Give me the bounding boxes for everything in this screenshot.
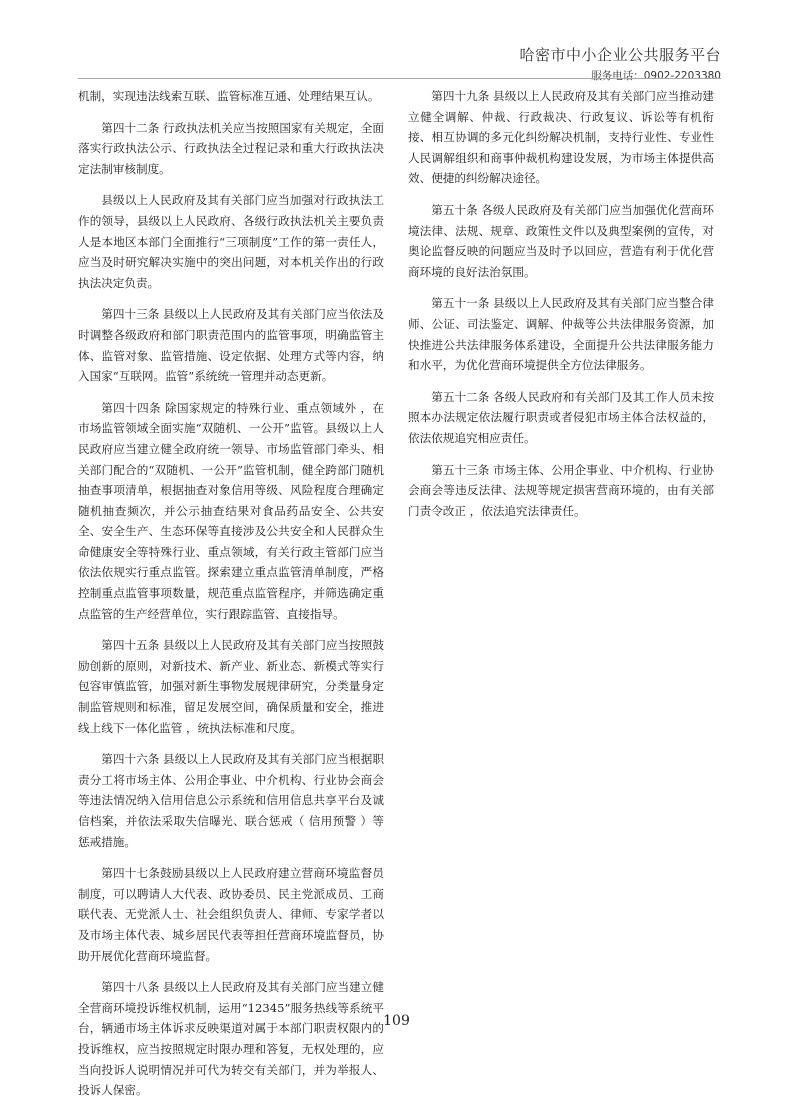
paragraph: 第四十三条 县级以上人民政府及其有关部门应当依法及时调整各级政府和部门职责范围内的监管事项，明确监管主体、监管对象、监管措施、设定依据、处理方式等内容，纳入国家“互联网。监管”系统统一管理并动态更新。: [78, 307, 384, 384]
paragraph: 第四十八条 县级以上人民政府及其有关部门应当建立健全营商环境投诉维权机制，运用“12345”服务热线等系统平台，辆通市场主体诉求反映渠道对属于本部门职责权限内的投诉维权，应当按照规定时限办理和答复，无权处理的，应当向投诉人说明情况并可代为转交有关部门，并为举报人、投诉人保密。: [78, 980, 384, 1098]
page-number: 109: [383, 1013, 410, 1029]
paragraph: 第五十条 各级人民政府及有关部门应当加强优化营商环境法律、法规、规章、政策性文件以及典型案例的宣传，对奥论监督反映的问题应当及时予以回应，营造有利于优化营商环境的良好法治氛围。: [408, 202, 714, 279]
service-phone: 服务电话：0902-2203380: [591, 70, 721, 82]
header-divider: [78, 78, 721, 79]
paragraph: 第四十六条 县级以上人民政府及其有关部门应当根据职责分工将市场主体、公用企事业、中介机构、行业协会商会等违法情况纳入信用信息公示系统和信用信息共享平台及诚信档案，并依法采取失信曝光、联合惩戒（ 信用预警 ）等惩戒措施。: [78, 752, 384, 849]
paragraph: 第五十一条 县级以上人民政府及其有关部门应当整合律师、公证、司法鉴定、调解、仲裁等公共法律服务资源，加快推进公共法律服务体系建设，全面提升公共法律服务能力和水平，为优化营商环境提供全方位法律服务。: [408, 296, 714, 373]
paragraph: 第四十四条 除国家规定的特殊行业、重点领域外 ，在市场监管领域全面实施“双随机、一公开”监管。县级以上人民政府应当建立健全政府统一领导、市场监管部门牵头、相关部门配合的“双随机、一公开”监管机制，健全跨部门随机抽查事项清单，根据抽查对象信用等级、风险程度合理确定随机抽查频次，并公示抽查结果对食品药品安全、公共安全、安全生产、生态环保等直接涉及公共安全和人民群众生命健康安全等特殊行业、重点领域，有关行政主管部门应当依法依规实行重点监管。探索建立重点监管清单制度，严格控制重点监管事项数量，规范重点监管程序，并筛选确定重点监管的生产经营单位，实行跟踪监管、直接指导。: [78, 400, 384, 621]
left-column: [78, 86, 384, 1112]
paragraph: 第四十七条鼓励县级以上人民政府建立营商环境监督员制度，可以聘请人大代表、政协委员、民主党派成员、工商联代表、无党派人士、社会组织负责人、律师、专家学者以及市场主体代表、城乡居民代表等担任营商环境监督员，协助开展优化营商环境监督。: [78, 866, 384, 963]
paragraph: 机制，实现违法线索互联、监管标准互通、处理结果互认。: [78, 89, 380, 103]
paragraph: 第五十二条 各级人民政府和有关部门及其工作人员未按照本办法规定依法履行职责或者侵犯市场主体合法权益的，依法依规追究相应责任。: [408, 389, 714, 445]
paragraph: 县级以上人民政府及其有关部门应当加强对行政执法工作的领导，县级以上人民政府、各级行政执法机关主要负责人是本地区本部门全面推行“三项制度”工作的第一责任人，应当及时研究解决实施中的突出问题，对本机关作出的行政执法决定负责。: [78, 193, 384, 290]
right-column: [408, 86, 714, 532]
paragraph: 第四十九条 县级以上人民政府及其有关部门应当推动建立健全调解、仲裁、行政裁决、行政复议、诉讼等有机衔接、相互协调的多元化纠纷解决机制，支持行业性、专业性人民调解组织和商事仲裁机构建设发展，为市场主体提供高效、便捷的纠纷解决途径。: [408, 89, 714, 186]
paragraph: 第四十二条 行政执法机关应当按照国家有关规定，全面落实行政执法公示、行政执法全过程记录和重大行政执法决定法制审核制度。: [78, 120, 384, 176]
paragraph: 第四十五条 县级以上人民政府及其有关部门应当按照鼓励创新的原则，对新技术、新产业、新业态、新模式等实行包容审慎监管，加强对新生事物发展规律研究，分类量身定制监管规则和标准，留足发展空间，确保质量和安全，推进线上线下一体化监管 ，统执法标准和尺度。: [78, 638, 384, 735]
platform-title: 哈密市中小企业公共服务平台: [519, 46, 721, 64]
paragraph: 第五十三条 市场主体、公用企事业、中介机构、行业协会商会等违反法律、法规等规定损害营商环境的，由有关部门责令改正 ，依法追究法律责任。: [408, 462, 714, 518]
